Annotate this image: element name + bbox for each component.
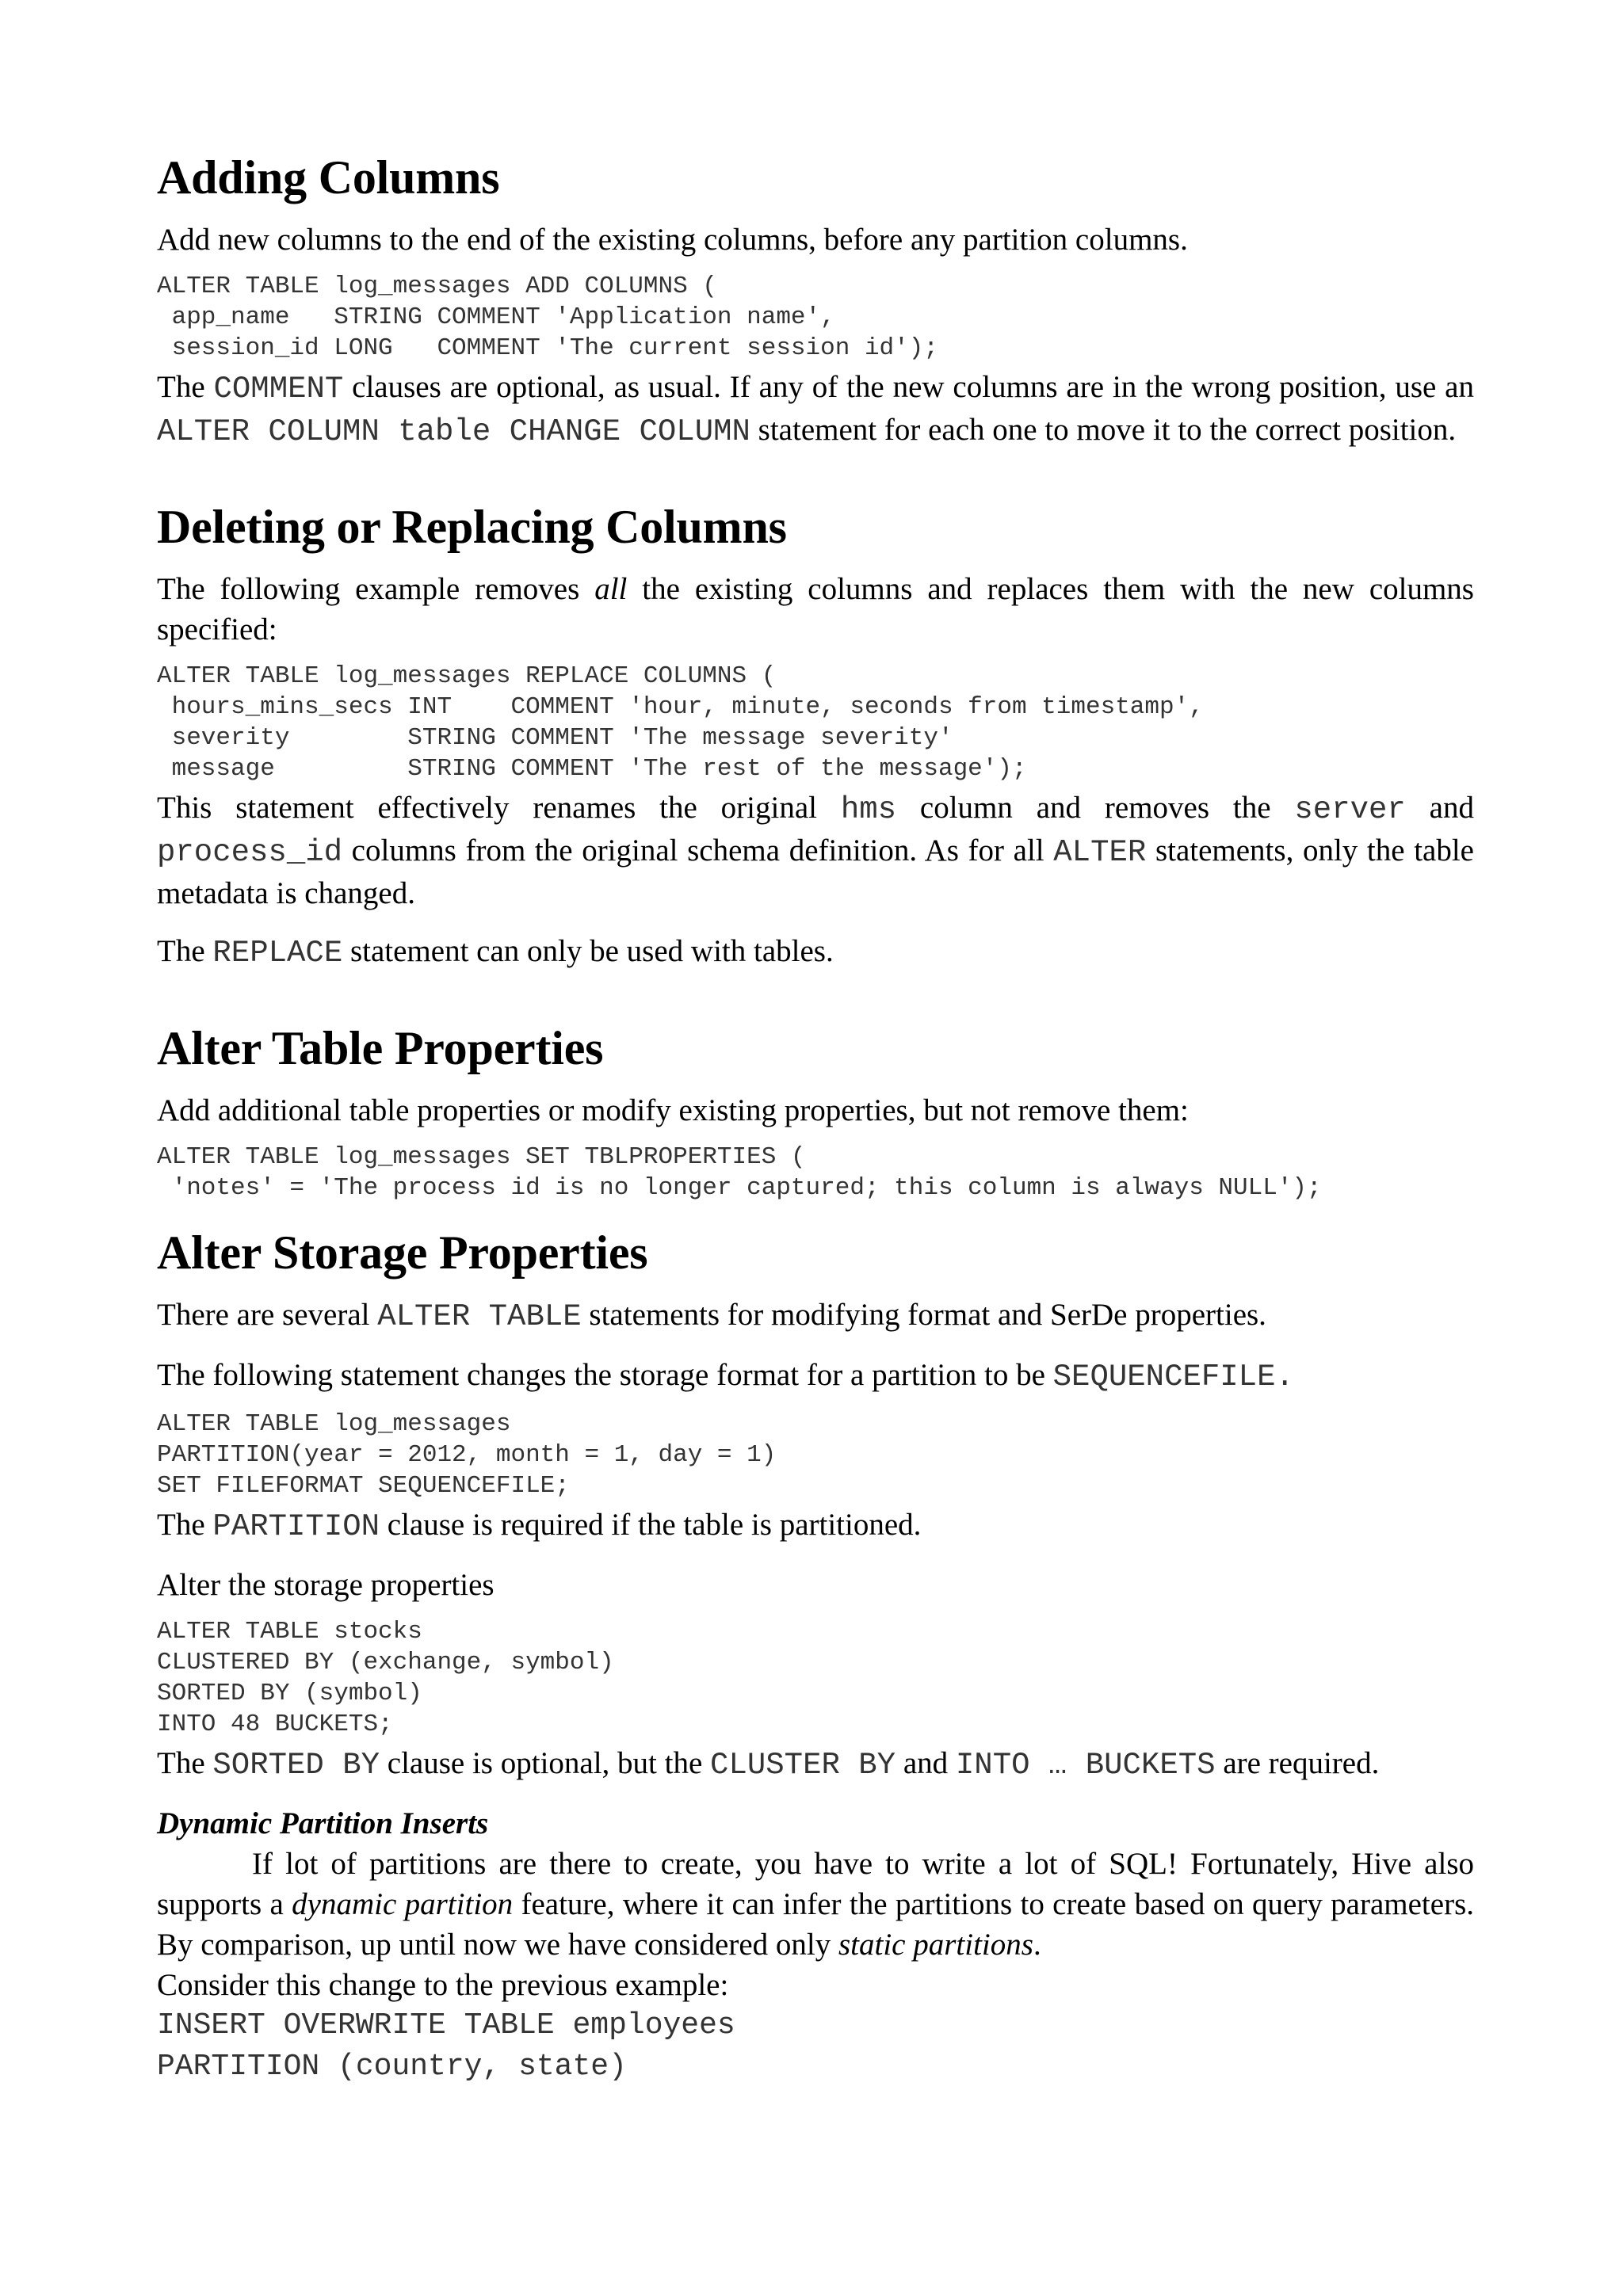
- inline-code: process_id: [157, 835, 343, 870]
- code-set-tblproperties: ALTER TABLE log_messages SET TBLPROPERTIES ( 'notes' = 'The process id is no longer captured; this column is always NULL');: [157, 1143, 1322, 1202]
- storage-intro: There are several ALTER TABLE statements for modifying format and SerDe properties.: [157, 1298, 1266, 1334]
- inline-code: CLUSTER BY: [710, 1748, 896, 1783]
- deleting-intro: The following example removes all the existing columns and replaces them with the new columns specified:: [157, 572, 1474, 646]
- heading-alter-table-properties: Alter Table Properties: [157, 1022, 604, 1074]
- adding-intro: Add new columns to the end of the existing columns, before any partition columns.: [157, 223, 1188, 257]
- dynamic-intro: If lot of partitions are there to create, you have to write a lot of SQL! Fortunately, Hive also supports a dynamic partition feature, where it can infer the partitions to create based on query parameters. By comparison, up until now we have considered only static partitions.: [157, 1847, 1474, 1962]
- inline-code: REPLACE: [212, 936, 343, 971]
- code-add-columns: ALTER TABLE log_messages ADD COLUMNS ( app_name STRING COMMENT 'Application name', session_id LONG COMMENT 'The current session id');: [157, 273, 938, 362]
- heading-alter-storage-properties: Alter Storage Properties: [157, 1226, 648, 1279]
- partition-note: The PARTITION clause is required if the table is partitioned.: [157, 1508, 922, 1544]
- dynamic-consider: Consider this change to the previous example:: [157, 1968, 729, 2002]
- deleting-explanation: This statement effectively renames the original hms column and removes the server and process_id columns from the original schema definition. As for all ALTER statements, only the table metadata is changed.: [157, 791, 1474, 910]
- inline-code: INTO … BUCKETS: [955, 1748, 1216, 1783]
- code-insert-overwrite: INSERT OVERWRITE TABLE employees PARTITION (country, state): [157, 2008, 735, 2084]
- heading-deleting-replacing-columns: Deleting or Replacing Columns: [157, 501, 787, 553]
- code-replace-columns: ALTER TABLE log_messages REPLACE COLUMNS ( hours_mins_secs INT COMMENT 'hour, minute, seconds from timestamp', severity STRING COMMENT 'The message severity' message STRING COMMENT 'The rest of the message');: [157, 662, 1204, 783]
- code-set-fileformat: ALTER TABLE log_messages PARTITION(year = 2012, month = 1, day = 1) SET FILEFORMAT SEQUENCEFILE;: [157, 1410, 777, 1500]
- code-clustered-by: ALTER TABLE stocks CLUSTERED BY (exchange, symbol) SORTED BY (symbol) INTO 48 BUCKETS;: [157, 1618, 614, 1738]
- inline-code: PARTITION: [212, 1509, 380, 1544]
- inline-code: SEQUENCEFILE.: [1052, 1360, 1294, 1394]
- inline-code: server: [1294, 792, 1406, 827]
- inline-code: ALTER: [1053, 835, 1147, 870]
- heading-adding-columns: Adding Columns: [157, 151, 500, 204]
- adding-explanation: The COMMENT clauses are optional, as usual. If any of the new columns are in the wrong position, use an ALTER COLUMN table CHANGE COLUMN statement for each one to move it to the correct position.: [157, 370, 1474, 449]
- inline-code: SORTED BY: [212, 1748, 380, 1783]
- heading-dynamic-partition-inserts: Dynamic Partition Inserts: [157, 1806, 489, 1840]
- inline-code: hms: [840, 792, 897, 827]
- replace-note: The REPLACE statement can only be used with tables.: [157, 934, 834, 971]
- document-page: [157, 151, 1474, 2088]
- inline-code: COMMENT: [213, 372, 344, 406]
- alter-props-intro: Add additional table properties or modify existing properties, but not remove them:: [157, 1093, 1189, 1127]
- inline-code: ALTER COLUMN table CHANGE COLUMN: [157, 414, 750, 449]
- sorted-by-note: The SORTED BY clause is optional, but the CLUSTER BY and INTO … BUCKETS are required.: [157, 1746, 1380, 1783]
- storage-props-label: Alter the storage properties: [157, 1568, 495, 1602]
- inline-code: ALTER TABLE: [377, 1299, 582, 1334]
- storage-format-intro: The following statement changes the storage format for a partition to be SEQUENCEFILE.: [157, 1358, 1294, 1394]
